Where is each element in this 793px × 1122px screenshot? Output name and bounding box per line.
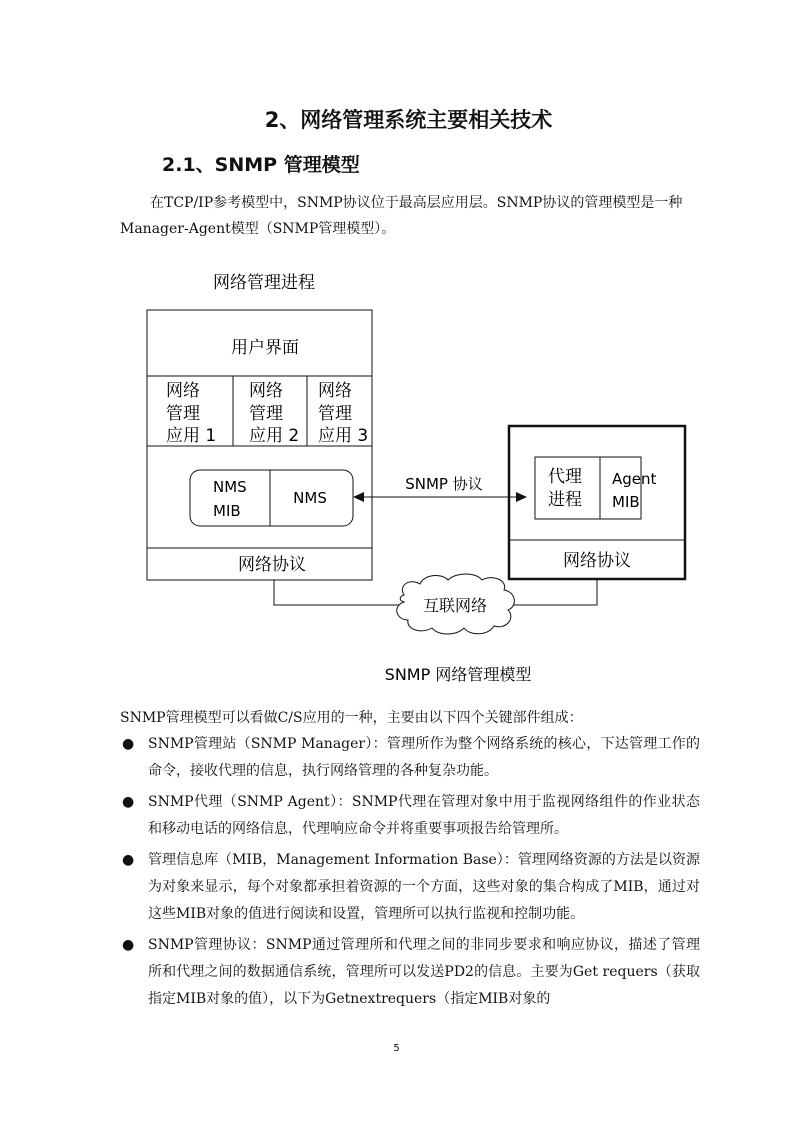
user-interface-label: 用户界面 [231, 338, 299, 358]
app1-line2: 管理 [166, 404, 200, 424]
app1-line3: 应用 1 [166, 426, 217, 446]
section-heading: 2、网络管理系统主要相关技术 [264, 108, 553, 132]
agent-process-line2: 进程 [548, 490, 582, 510]
list-item: ● SNMP管理协议：SNMP通过管理所和代理之间的非同步要求和响应协议，描述了管理所和代理之间的数据通信系统，管理所可以发送PD2的信息。主要为Get requers（获取指定MIB对象的值），以下为Getnextrequers（指定MIB对象的 [120, 932, 700, 1013]
components-list [120, 731, 700, 1017]
left-protocol-label: 网络协议 [238, 555, 306, 575]
internet-label: 互联网络 [422, 596, 488, 615]
nms-mib-line1: NMS [213, 478, 247, 496]
bullet-icon: ● [122, 736, 135, 752]
app3-line3: 应用 3 [318, 426, 369, 446]
app3-line1: 网络 [318, 381, 352, 401]
nms-label: NMS [293, 489, 327, 507]
page-number: 5 [393, 1043, 400, 1054]
app2-line3: 应用 2 [249, 426, 300, 446]
diagram-caption: SNMP 网络管理模型 [384, 665, 532, 684]
app2-line2: 管理 [249, 404, 283, 424]
list-item: ● SNMP代理（SNMP Agent）：SNMP代理在管理对象中用于监视网络组件的作业状态和移动电话的网络信息，代理响应命令并将重要事项报告给管理所。 [120, 789, 700, 843]
bullet-icon: ● [122, 937, 135, 953]
nms-mib-line2: MIB [213, 502, 241, 520]
agent-mib-line1: Agent [612, 470, 657, 488]
app1-line1: 网络 [166, 381, 200, 401]
snmp-model-diagram [0, 260, 793, 700]
snmp-protocol-label: SNMP 协议 [405, 475, 483, 493]
agent-mib-line2: MIB [612, 493, 640, 511]
intro-paragraph: 在TCP/IP参考模型中，SNMP协议位于最高层应用层。SNMP协议的管理模型是一种Manager-Agent模型（SNMP管理模型）。 [120, 195, 683, 237]
bullet-icon: ● [122, 794, 135, 810]
app3-line2: 管理 [318, 404, 352, 424]
agent-process-line1: 代理 [548, 467, 582, 487]
list-item: ● 管理信息库（MIB，Management Information Base）：管理网络资源的方法是以资源为对象来显示，每个对象都承担着资源的一个方面，这些对象的集合构成了MIB，通过对这些MIB对象的值进行阅读和设置，管理所可以执行监视和控制功能。 [120, 847, 700, 928]
bullet-icon: ● [122, 852, 135, 868]
components-intro: SNMP管理模型可以看做C/S应用的一种，主要由以下四个关键部件组成： [120, 710, 583, 726]
right-protocol-label: 网络协议 [563, 551, 631, 571]
app2-line1: 网络 [249, 381, 283, 401]
diagram-top-label: 网络管理进程 [213, 273, 315, 293]
subsection-heading: 2.1、SNMP 管理模型 [162, 154, 360, 176]
list-item: ● SNMP管理站（SNMP Manager）：管理所作为整个网络系统的核心，下达管理工作的命令，接收代理的信息，执行网络管理的各种复杂功能。 [120, 731, 700, 785]
